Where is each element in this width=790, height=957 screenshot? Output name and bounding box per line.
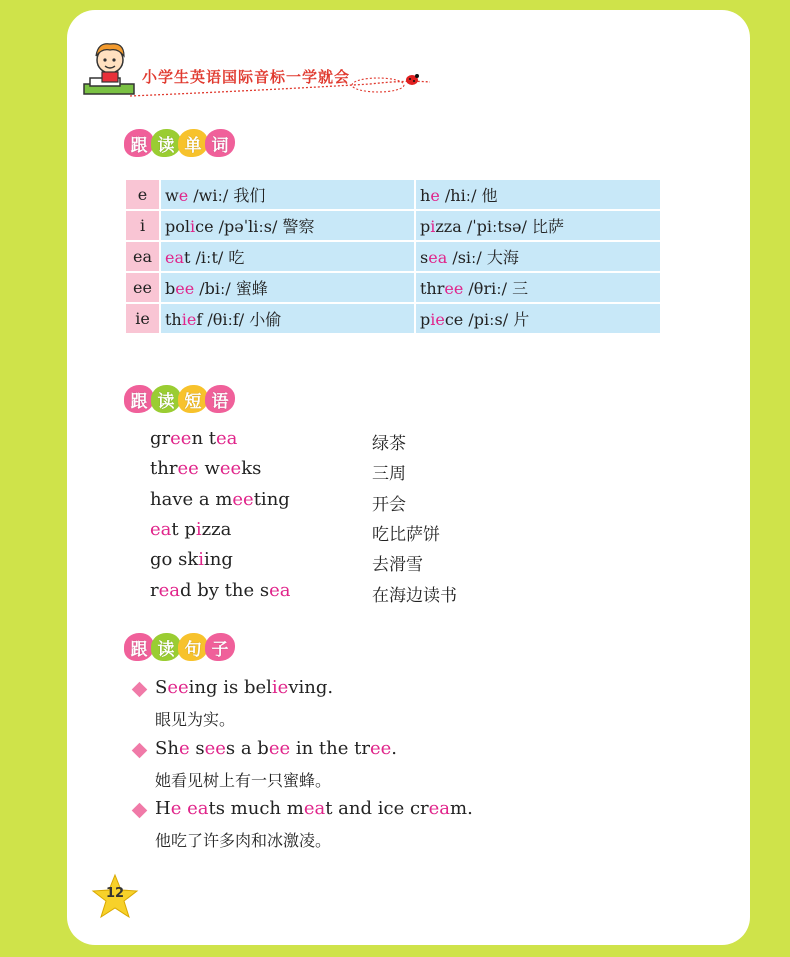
spelling-key: ie <box>126 304 159 333</box>
phrase-chinese: 绿茶 <box>372 434 406 454</box>
table-row <box>126 304 660 333</box>
title-char: 读 <box>151 633 181 661</box>
word-entry-left: thief /θiːf/ 小偷 <box>161 304 414 333</box>
spelling-key: ea <box>126 242 159 271</box>
word-table <box>124 178 662 335</box>
phrase-english: eat pizza <box>150 518 232 540</box>
title-char: 跟 <box>124 633 154 661</box>
title-char: 单 <box>178 129 208 157</box>
phrase-english: read by the sea <box>150 579 291 601</box>
phrase-chinese: 三周 <box>372 464 406 485</box>
title-char: 句 <box>178 633 208 661</box>
word-entry-left: eat /iːt/ 吃 <box>161 242 414 271</box>
phrase-english: go skiing <box>150 549 233 571</box>
word-entry-right: sea /siː/ 大海 <box>416 242 660 271</box>
ladybug-icon <box>405 73 419 85</box>
book-series-title: 小学生英语国际音标一学就会 <box>142 68 351 86</box>
word-entry-right: he /hiː/ 他 <box>416 180 660 209</box>
title-char: 跟 <box>124 129 154 157</box>
title-char: 读 <box>151 129 181 157</box>
phrase-chinese: 开会 <box>372 494 406 515</box>
page-number: 12 <box>105 886 125 901</box>
word-entry-right: piece /piːs/ 片 <box>416 304 660 333</box>
phrase-chinese: 去滑雪 <box>372 555 423 576</box>
phrase-english: green tea <box>150 428 238 449</box>
table-row <box>126 180 660 209</box>
title-char: 子 <box>205 633 235 661</box>
spelling-key: ee <box>126 273 159 302</box>
table-row <box>126 273 660 302</box>
section-title-phrases <box>124 385 232 413</box>
word-entry-left: police /pəˈliːs/ 警察 <box>161 211 414 240</box>
phrase-chinese: 吃比萨饼 <box>372 524 440 545</box>
section-title-words <box>124 129 232 157</box>
sentence-english: Seeing is believing. <box>155 677 334 698</box>
sentence-chinese: 眼见为实。 <box>155 710 236 729</box>
word-entry-left: we /wiː/ 我们 <box>161 180 414 209</box>
word-entry-right: pizza /ˈpiːtsə/ 比萨 <box>416 211 660 240</box>
section-title-sentences <box>124 633 232 661</box>
sentence-chinese: 他吃了许多肉和冰激凌。 <box>155 831 332 850</box>
phrase-english: have a meeting <box>150 488 290 510</box>
phrase-english: three weeks <box>150 458 262 480</box>
sentence-english: She sees a bee in the tree. <box>155 737 398 759</box>
title-char: 短 <box>178 385 208 413</box>
title-char: 读 <box>151 385 181 413</box>
phrase-chinese: 在海边读书 <box>372 585 457 606</box>
table-row <box>126 242 660 271</box>
title-char: 语 <box>205 385 235 413</box>
sentence-chinese: 她看见树上有一只蜜蜂。 <box>155 770 332 790</box>
decorative-dotted-line <box>130 74 430 102</box>
spelling-key: e <box>126 180 159 209</box>
word-entry-left: bee /biː/ 蜜蜂 <box>161 273 414 302</box>
title-char: 跟 <box>124 385 154 413</box>
sentence-english: He eats much meat and ice cream. <box>155 798 473 819</box>
word-entry-right: three /θriː/ 三 <box>416 273 660 302</box>
title-char: 词 <box>205 129 235 157</box>
table-row <box>126 211 660 240</box>
spelling-key: i <box>126 211 159 240</box>
